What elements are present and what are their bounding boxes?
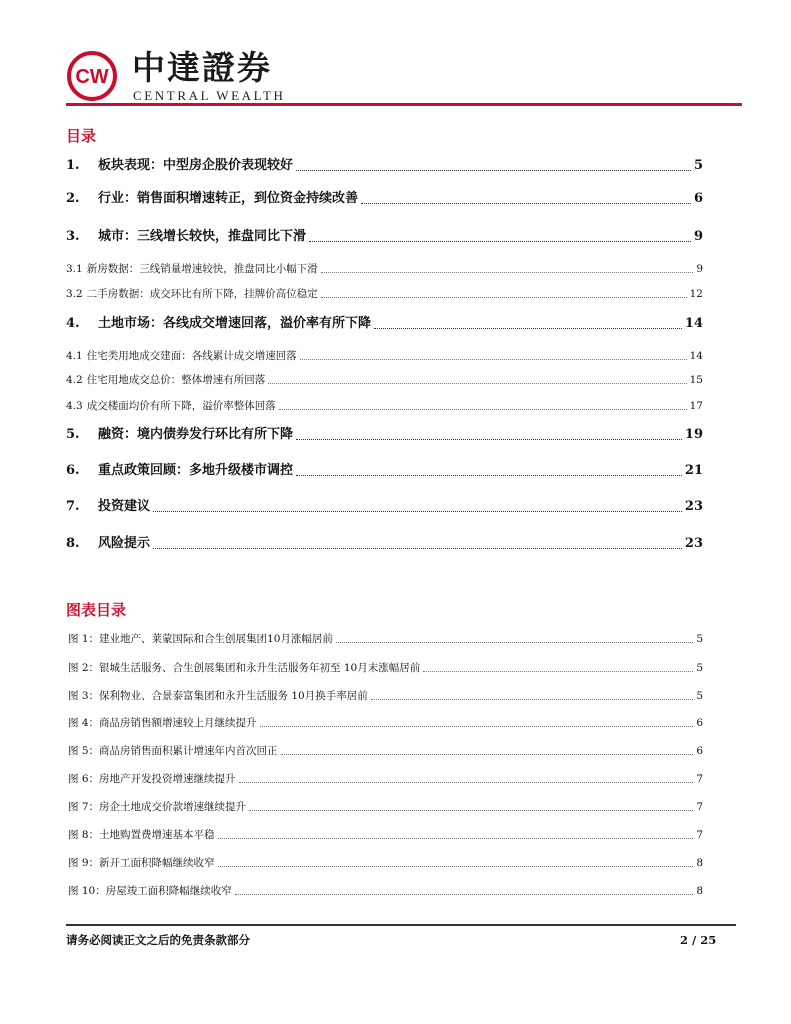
dot-leader	[260, 726, 694, 727]
dot-leader	[309, 241, 691, 242]
disclaimer-note: 请务必阅读正文之后的免责条款部分	[66, 933, 250, 947]
toc-item-page: 19	[684, 427, 703, 442]
dot-leader	[249, 810, 693, 811]
figure-list-item[interactable]	[68, 689, 703, 703]
dot-leader	[296, 170, 691, 171]
dot-leader	[218, 866, 694, 867]
figure-page: 8	[696, 857, 703, 869]
header-divider	[66, 103, 742, 106]
toc-item-page: 6	[693, 191, 703, 206]
figure-list-item[interactable]	[68, 744, 703, 758]
toc-item[interactable]	[66, 462, 703, 480]
figure-title: 银城生活服务、合生创展集团和永升生活服务年初至 10月末涨幅居前	[99, 662, 421, 674]
figure-label: 图 9：	[68, 857, 100, 869]
toc-item-number: 4.1	[66, 350, 83, 362]
dot-leader	[281, 754, 694, 755]
brand-name-cn: 中達證券	[132, 48, 272, 87]
toc-item-number: 1.	[66, 158, 80, 173]
toc-item-title: 新房数据：三线销量增速较快，推盘同比小幅下滑	[86, 263, 318, 275]
dot-leader	[296, 439, 682, 440]
toc-item-number: 7.	[66, 499, 80, 514]
toc-item-page: 15	[689, 374, 703, 386]
figure-title: 保利物业、合景泰富集团和永升生活服务 10月换手率居前	[99, 690, 368, 702]
figure-page: 7	[696, 773, 703, 785]
dot-leader	[218, 838, 694, 839]
figure-list-title: 图表目录	[66, 601, 127, 619]
figure-list-item[interactable]	[68, 800, 703, 814]
figure-page: 6	[696, 717, 703, 729]
toc-item-title: 二手房数据：成交环比有所下降，挂牌价高位稳定	[86, 288, 318, 300]
page-number: 2 / 25	[680, 933, 717, 947]
toc-item[interactable]	[66, 315, 703, 333]
figure-label: 图 2：	[68, 662, 100, 674]
toc-item-page: 9	[696, 263, 703, 275]
toc-item-page: 23	[684, 499, 703, 514]
toc-item[interactable]	[66, 190, 703, 208]
toc-item-number: 4.	[66, 316, 80, 331]
dot-leader	[374, 328, 682, 329]
figure-title: 商品房销售额增速较上月继续提升	[99, 717, 257, 729]
figure-page: 7	[696, 829, 703, 841]
dot-leader	[268, 383, 686, 384]
toc-item-title: 风险提示	[98, 536, 151, 551]
toc-item-page: 5	[693, 158, 703, 173]
dot-leader	[361, 203, 691, 204]
figure-list-item[interactable]	[68, 884, 703, 898]
toc-item-number: 8.	[66, 536, 80, 551]
toc-item-page: 9	[693, 229, 703, 244]
figure-title: 房企土地成交价款增速继续提升	[99, 801, 247, 813]
figure-page: 6	[696, 745, 703, 757]
toc-item-page: 12	[689, 288, 703, 300]
toc-item-title: 行业：销售面积增速转正，到位资金持续改善	[98, 191, 359, 206]
toc-item[interactable]	[66, 426, 703, 444]
dot-leader	[321, 272, 694, 273]
figure-title: 土地购置费增速基本平稳	[99, 829, 215, 841]
toc-item[interactable]	[66, 157, 703, 175]
toc-item[interactable]	[66, 349, 703, 363]
toc-item[interactable]	[66, 498, 703, 516]
figure-list-item[interactable]	[68, 828, 703, 842]
toc-item-page: 17	[689, 400, 703, 412]
figure-page: 8	[696, 885, 703, 897]
toc-item-number: 3.	[66, 229, 80, 244]
brand-name-en: CENTRAL WEALTH	[133, 88, 286, 103]
toc-item-page: 23	[684, 536, 703, 551]
toc-item-number: 3.2	[66, 288, 83, 300]
figure-title: 房地产开发投资增速继续提升	[99, 773, 236, 785]
toc-item-number: 5.	[66, 427, 80, 442]
toc-item-title: 投资建议	[98, 499, 151, 514]
figure-label: 图 7：	[68, 801, 100, 813]
figure-label: 图 6：	[68, 773, 100, 785]
dot-leader	[153, 511, 682, 512]
figure-label: 图 4：	[68, 717, 100, 729]
toc-item-number: 4.2	[66, 374, 83, 386]
dot-leader	[279, 409, 687, 410]
figure-title: 房屋竣工面积降幅继续收窄	[105, 885, 232, 897]
toc-item-title: 成交楼面均价有所下降，溢价率整体回落	[86, 400, 276, 412]
dot-leader	[321, 297, 687, 298]
dot-leader	[336, 642, 693, 643]
toc-item-title: 重点政策回顾：多地升级楼市调控	[98, 463, 294, 478]
toc-item[interactable]	[66, 535, 703, 553]
toc-item-page: 14	[684, 316, 703, 331]
dot-leader	[296, 475, 682, 476]
toc-item-number: 4.3	[66, 400, 83, 412]
dot-leader	[153, 548, 682, 549]
toc-item-number: 3.1	[66, 263, 83, 275]
figure-label: 图 5：	[68, 745, 100, 757]
dot-leader	[300, 359, 687, 360]
figure-page: 5	[696, 662, 703, 674]
figure-list-item[interactable]	[68, 632, 703, 646]
dot-leader	[235, 894, 694, 895]
figure-list-item[interactable]	[68, 661, 703, 675]
figure-page: 7	[696, 801, 703, 813]
dot-leader	[371, 699, 694, 700]
logo-text: CW	[75, 66, 109, 88]
figure-title: 新开工面积降幅继续收窄	[99, 857, 215, 869]
toc-item-number: 2.	[66, 191, 80, 206]
toc-item-number: 6.	[66, 463, 80, 478]
figure-list-item[interactable]	[68, 772, 703, 786]
toc-item-page: 21	[684, 463, 703, 478]
figure-page: 5	[696, 633, 703, 645]
figure-label: 图 3：	[68, 690, 100, 702]
toc-title: 目录	[66, 127, 97, 145]
toc-item[interactable]	[66, 287, 703, 301]
toc-item-title: 板块表现：中型房企股价表现较好	[98, 158, 294, 173]
dot-leader	[239, 782, 694, 783]
toc-item[interactable]	[66, 262, 703, 276]
figure-title: 商品房销售面积累计增速年内首次回正	[99, 745, 278, 757]
toc-item[interactable]	[66, 373, 703, 387]
toc-item-title: 土地市场：各线成交增速回落，溢价率有所下降	[98, 316, 372, 331]
figure-list-item[interactable]	[68, 716, 703, 730]
figure-title: 建业地产、莱蒙国际和合生创展集团10月涨幅居前	[99, 633, 333, 645]
dot-leader	[423, 671, 693, 672]
toc-item[interactable]	[66, 228, 703, 246]
toc-item-title: 住宅类用地成交建面：各线累计成交增速回落	[86, 350, 297, 362]
toc-item-title: 城市：三线增长较快，推盘同比下滑	[98, 229, 307, 244]
figure-label: 图 1：	[68, 633, 100, 645]
footer-divider	[66, 924, 736, 926]
toc-item-page: 14	[689, 350, 703, 362]
toc-item-title: 融资：境内债券发行环比有所下降	[98, 427, 294, 442]
figure-page: 5	[696, 690, 703, 702]
toc-item[interactable]	[66, 399, 703, 413]
figure-label: 图 10：	[68, 885, 106, 897]
figure-label: 图 8：	[68, 829, 100, 841]
figure-list-item[interactable]	[68, 856, 703, 870]
toc-item-title: 住宅用地成交总价：整体增速有所回落	[86, 374, 266, 386]
company-logo	[66, 50, 122, 102]
